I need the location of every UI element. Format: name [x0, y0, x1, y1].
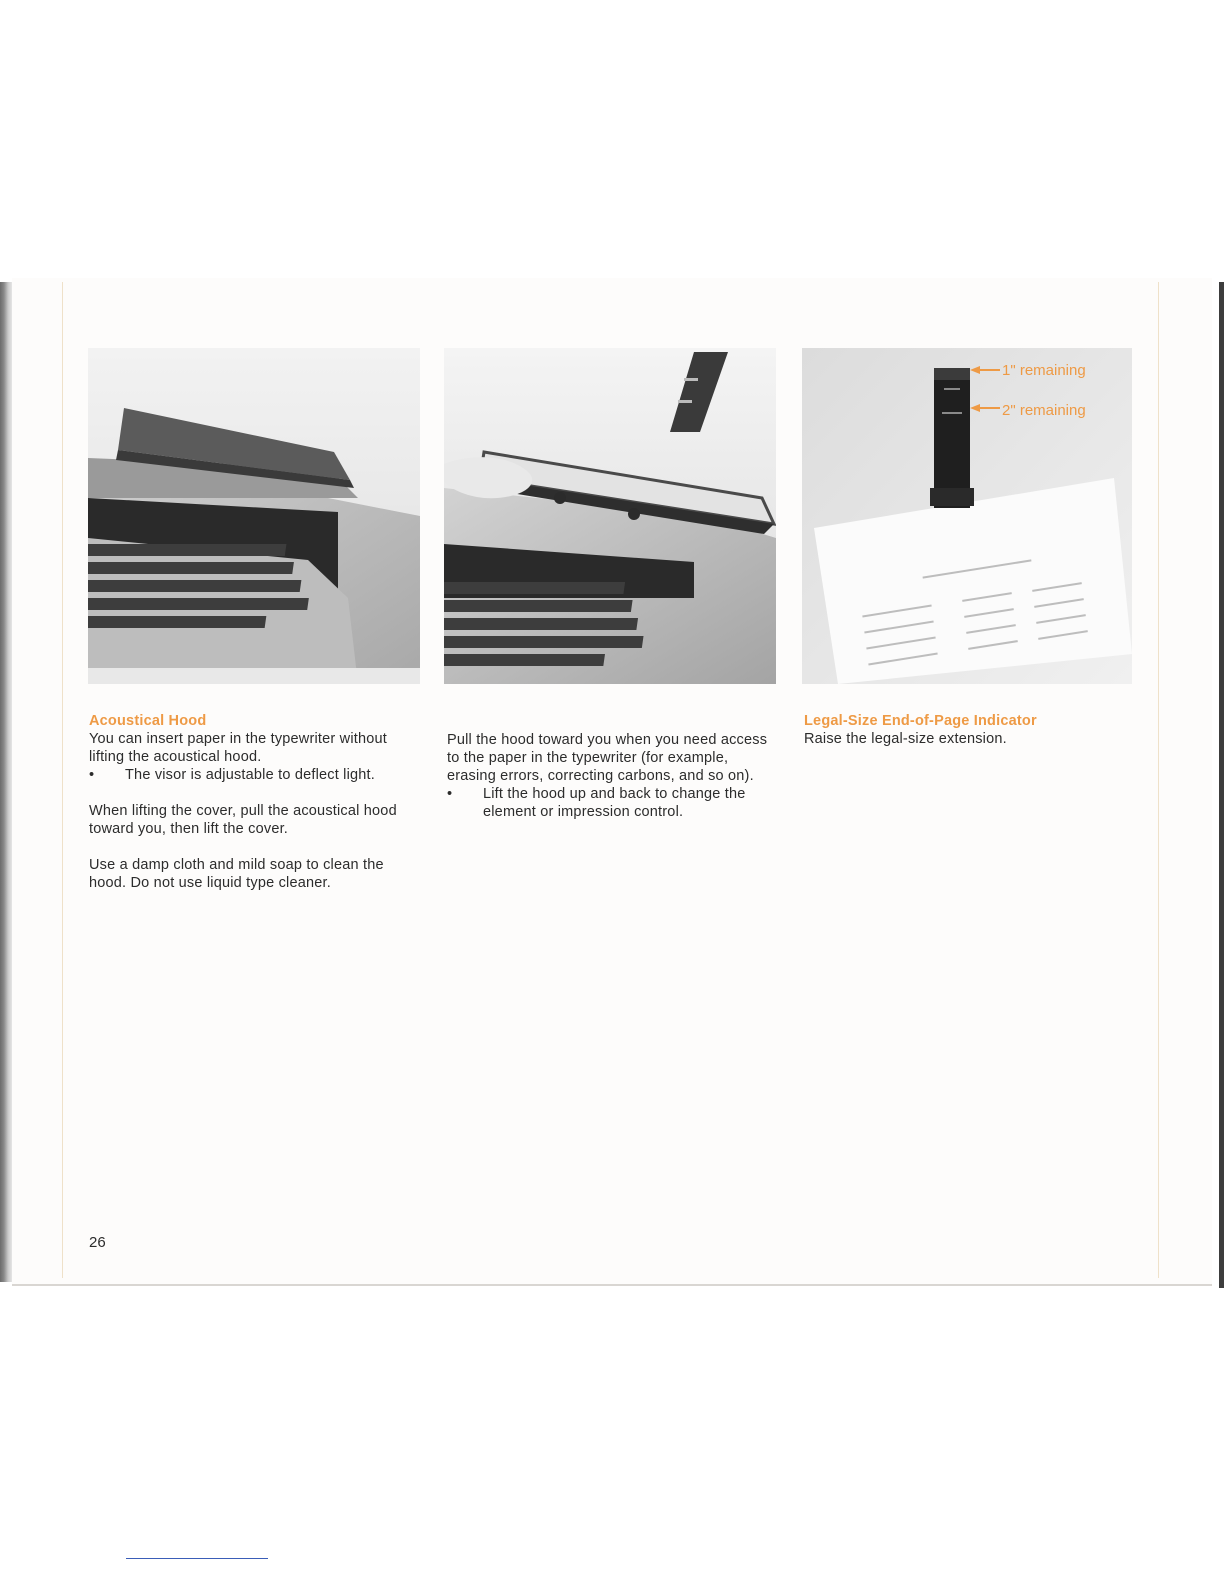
section-heading-end-of-page-indicator: Legal-Size End-of-Page Indicator — [804, 713, 1037, 729]
callout-one-inch-remaining: 1" remaining — [1002, 362, 1086, 379]
paragraph-cleaning: Use a damp cloth and mild soap to clean the hood. Do not use liquid type cleaner. — [89, 857, 384, 891]
bullet-visor — [89, 766, 419, 784]
bullet-mark: • — [89, 767, 95, 783]
bullet-lift-hood — [447, 785, 777, 821]
page-fold-line — [62, 282, 63, 1278]
page-fold-line — [1158, 282, 1159, 1278]
photo-end-of-page-indicator — [802, 348, 1132, 684]
bullet-text: Lift the hood up and back to change the element or impression control. — [483, 786, 746, 820]
paragraph-legal-size: Raise the legal-size extension. — [804, 731, 1007, 747]
bullet-text: The visor is adjustable to deflect light. — [125, 767, 375, 783]
section-heading-acoustical-hood: Acoustical Hood — [89, 713, 207, 729]
paragraph-intro: You can insert paper in the typewriter without lifting the acoustical hood. — [89, 731, 388, 765]
bullet-mark: • — [447, 786, 453, 802]
paragraph-lifting-cover: When lifting the cover, pull the acoustical hood toward you, then lift the cover. — [89, 803, 397, 837]
footer-rule — [126, 1558, 268, 1559]
callout-two-inch-remaining: 2" remaining — [1002, 402, 1086, 419]
binding-edge-right — [1219, 282, 1224, 1288]
page-number: 26 — [89, 1234, 106, 1251]
column-acoustical-hood — [89, 712, 419, 892]
photo-pull-hood — [444, 348, 776, 684]
photo-acoustical-hood-open — [88, 348, 420, 684]
column-pull-hood — [447, 731, 777, 821]
paragraph-pull-hood: Pull the hood toward you when you need access to the paper in the typewriter (for example, erasing errors, correcting carbons, and so on). — [447, 732, 768, 784]
column-end-of-page-indicator — [804, 712, 1134, 748]
